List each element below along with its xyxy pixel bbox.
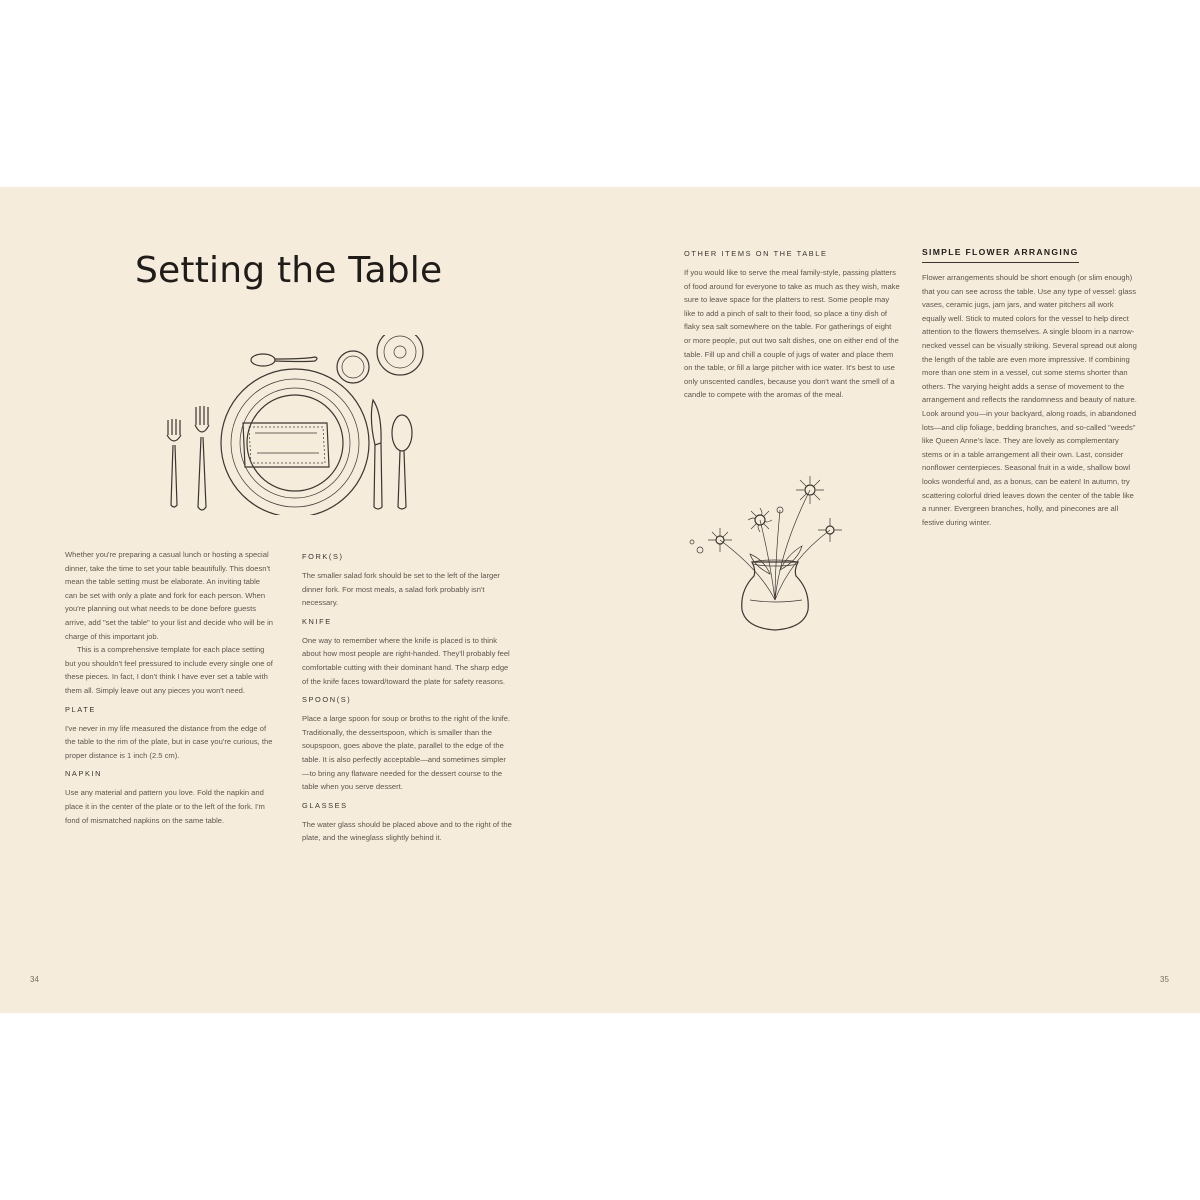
other-items-text: If you would like to serve the meal family-style, passing platters of food around for everyone to take as much as they wish, make sure to leave space for the platters to rest. Some people may like to add a pinch of salt to their food, so place a tiny dish of flaky sea salt somewhere on the table. For gatherings of eight or more people, put out two salt dishes, one on either end of the table. Fill up and chill a couple of jugs of water and place them on the table, or fill a large pitcher with ice water. It's best to use only unscented candles, because you don't want the smell of a candle to compete with the aromas of the meal.: [684, 268, 900, 400]
napkin-heading: NAPKIN: [65, 769, 103, 779]
flower-arranging-heading: SIMPLE FLOWER ARRANGING: [922, 246, 1079, 263]
spoons-heading: SPOON(S): [302, 695, 352, 705]
forks-heading: FORK(S): [302, 552, 344, 561]
salad-fork-icon: [167, 419, 181, 507]
flower-icon: [690, 507, 783, 553]
knife-heading: KNIFE: [302, 616, 332, 626]
glasses-text: The water glass should be placed above and to the right of the plate, and the wineglass slightly behind it.: [302, 819, 512, 843]
plate-text: I've never in my life measured the distance from the edge of the table to the rim of the plate, but in case you're curious, the proper distance is 1 inch (2.5 cm).: [65, 723, 273, 760]
knife-text: One way to remember where the knife is placed is to think about how most people are right-handed. They'll probably feel comfortable cutting with their dominant hand. The sharp edge of the knife faces toward/toward the plate for safety reasons.: [302, 635, 510, 686]
folio-left: 34: [30, 975, 39, 984]
folio-right: 35: [1160, 975, 1169, 984]
plate-heading: PLATE: [65, 704, 96, 714]
dinner-fork-icon: [195, 406, 209, 510]
intro-paragraph-2: This is a comprehensive template for each place setting but you shouldn't feel pressured to include every single one of these pieces. In fact, I don't think I have ever set a table with them all. Simply leave out any pieces you won't need.: [65, 645, 273, 695]
flower-arranging-text: Flower arrangements should be short enough (or slim enough) that you can see across the table. Use any type of vessel: glass vases, ceramic jugs, jam jars, and water pitchers all work equally well. Stick to muted colors for the vessel to help direct attention to the flowers themselves. A single bloom in a narrow-necked vessel can be visually striking. Several spread out along the length of the table are even more impressive. If combining more than one stem in a vessel, cut some stems shorter than others. The varying height adds a sense of movement to the arrangement and reflects the randomness and beauty of nature. Look around you—in your backyard, along roads, in abandoned lots—and clip foliage, bedding branches, and so-called "weeds" like Queen Anne's lace. They are lovely as complementary stems or in a table arrangement all their own. Last, consider nonflower centerpieces. Seasonal fruit in a wide, shallow bowl looks wonderful and, as a bonus, can be eaten! In autumn, try scattering colorful dried leaves down the center of the table like a runner. Evergreen branches, holly, and pinecones are all festive during winter.: [922, 273, 1137, 527]
left-column-2: [302, 545, 512, 845]
spoons-text: Place a large spoon for soup or broths to the right of the knife. Traditionally, the dessertspoon, which is smaller than the soupspoon, goes above the plate, parallel to the edge of the table. It is also perfectly acceptable—and sometimes simpler—to bring any flatware needed for the dessert course to the table when you serve dessert.: [302, 714, 511, 792]
forks-text: The smaller salad fork should be set to the left of the larger dinner fork. For most meals, a salad fork probably isn't necessary.: [302, 571, 500, 608]
other-items-heading: OTHER ITEMS ON THE TABLE: [684, 249, 828, 258]
right-column-2: [922, 240, 1138, 529]
knife-icon: [371, 400, 382, 509]
right-column-1: [684, 242, 900, 402]
water-glass-icon: [337, 351, 369, 383]
place-setting-illustration: [155, 335, 445, 515]
napkin-icon: [243, 423, 329, 467]
intro-paragraph: Whether you're preparing a casual lunch or hosting a special dinner, take the time to set your table beautifully. This doesn't mean the table setting must be elaborate. An inviting table can be set with only a plate and fork for each person. When you're planning out what needs to be done before guests arrive, add "set the table" to your list and decide who will be in charge of this important job.: [65, 550, 274, 641]
dessert-spoon-icon: [251, 354, 317, 366]
wine-glass-icon: [377, 335, 423, 375]
napkin-text: Use any material and pattern you love. Fold the napkin and place it in the center of the plate or to the left of the fork. I'm fond of mismatched napkins on the same table.: [65, 788, 265, 825]
glasses-heading: GLASSES: [302, 800, 348, 810]
soup-spoon-icon: [392, 415, 412, 509]
page-title: Setting the Table: [135, 250, 443, 291]
left-column-1: [65, 548, 273, 827]
plate-icon: [221, 369, 369, 515]
flower-vase-illustration: [680, 470, 860, 640]
